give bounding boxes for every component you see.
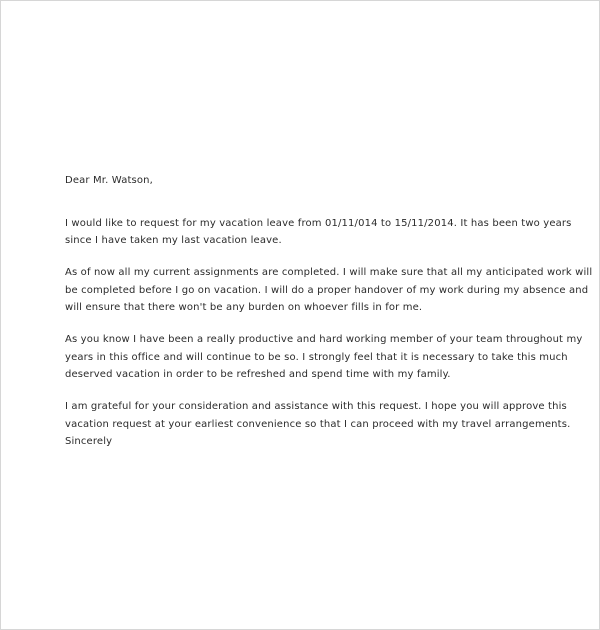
paragraph-line: vacation request at your earliest convenience so that I can proceed with my travel arrangements. (65, 418, 571, 430)
paragraph-2 (65, 264, 593, 317)
paragraph-line: I am grateful for your consideration and assistance with this request. I hope you will approve this (65, 401, 567, 412)
paragraph-3 (65, 331, 583, 384)
paragraph-1 (65, 215, 572, 250)
paragraph-line: As you know I have been a really productive and hard working member of your team throughout my (65, 334, 583, 345)
paragraph-4 (65, 398, 571, 433)
paragraph-line: since I have taken my last vacation leave. (65, 235, 282, 246)
closing: Sincerely (65, 436, 113, 447)
paragraph-line: years in this office and will continue to be so. I strongly feel that it is necessary to take this much (65, 351, 568, 363)
paragraph-line: will ensure that there won't be any burden on whoever fills in for me. (65, 302, 423, 313)
paragraph-line: deserved vacation in order to be refreshed and spend time with my family. (65, 369, 451, 380)
paragraph-line: be completed before I go on vacation. I will do a proper handover of my work during my absence and (65, 284, 589, 296)
paragraph-line: As of now all my current assignments are completed. I will make sure that all my anticipated work will (65, 267, 593, 278)
salutation: Dear Mr. Watson, (65, 175, 153, 186)
paragraph-line: I would like to request for my vacation leave from 01/11/014 to 15/11/2014. It has been two years (65, 217, 572, 229)
letter-body (65, 172, 593, 451)
